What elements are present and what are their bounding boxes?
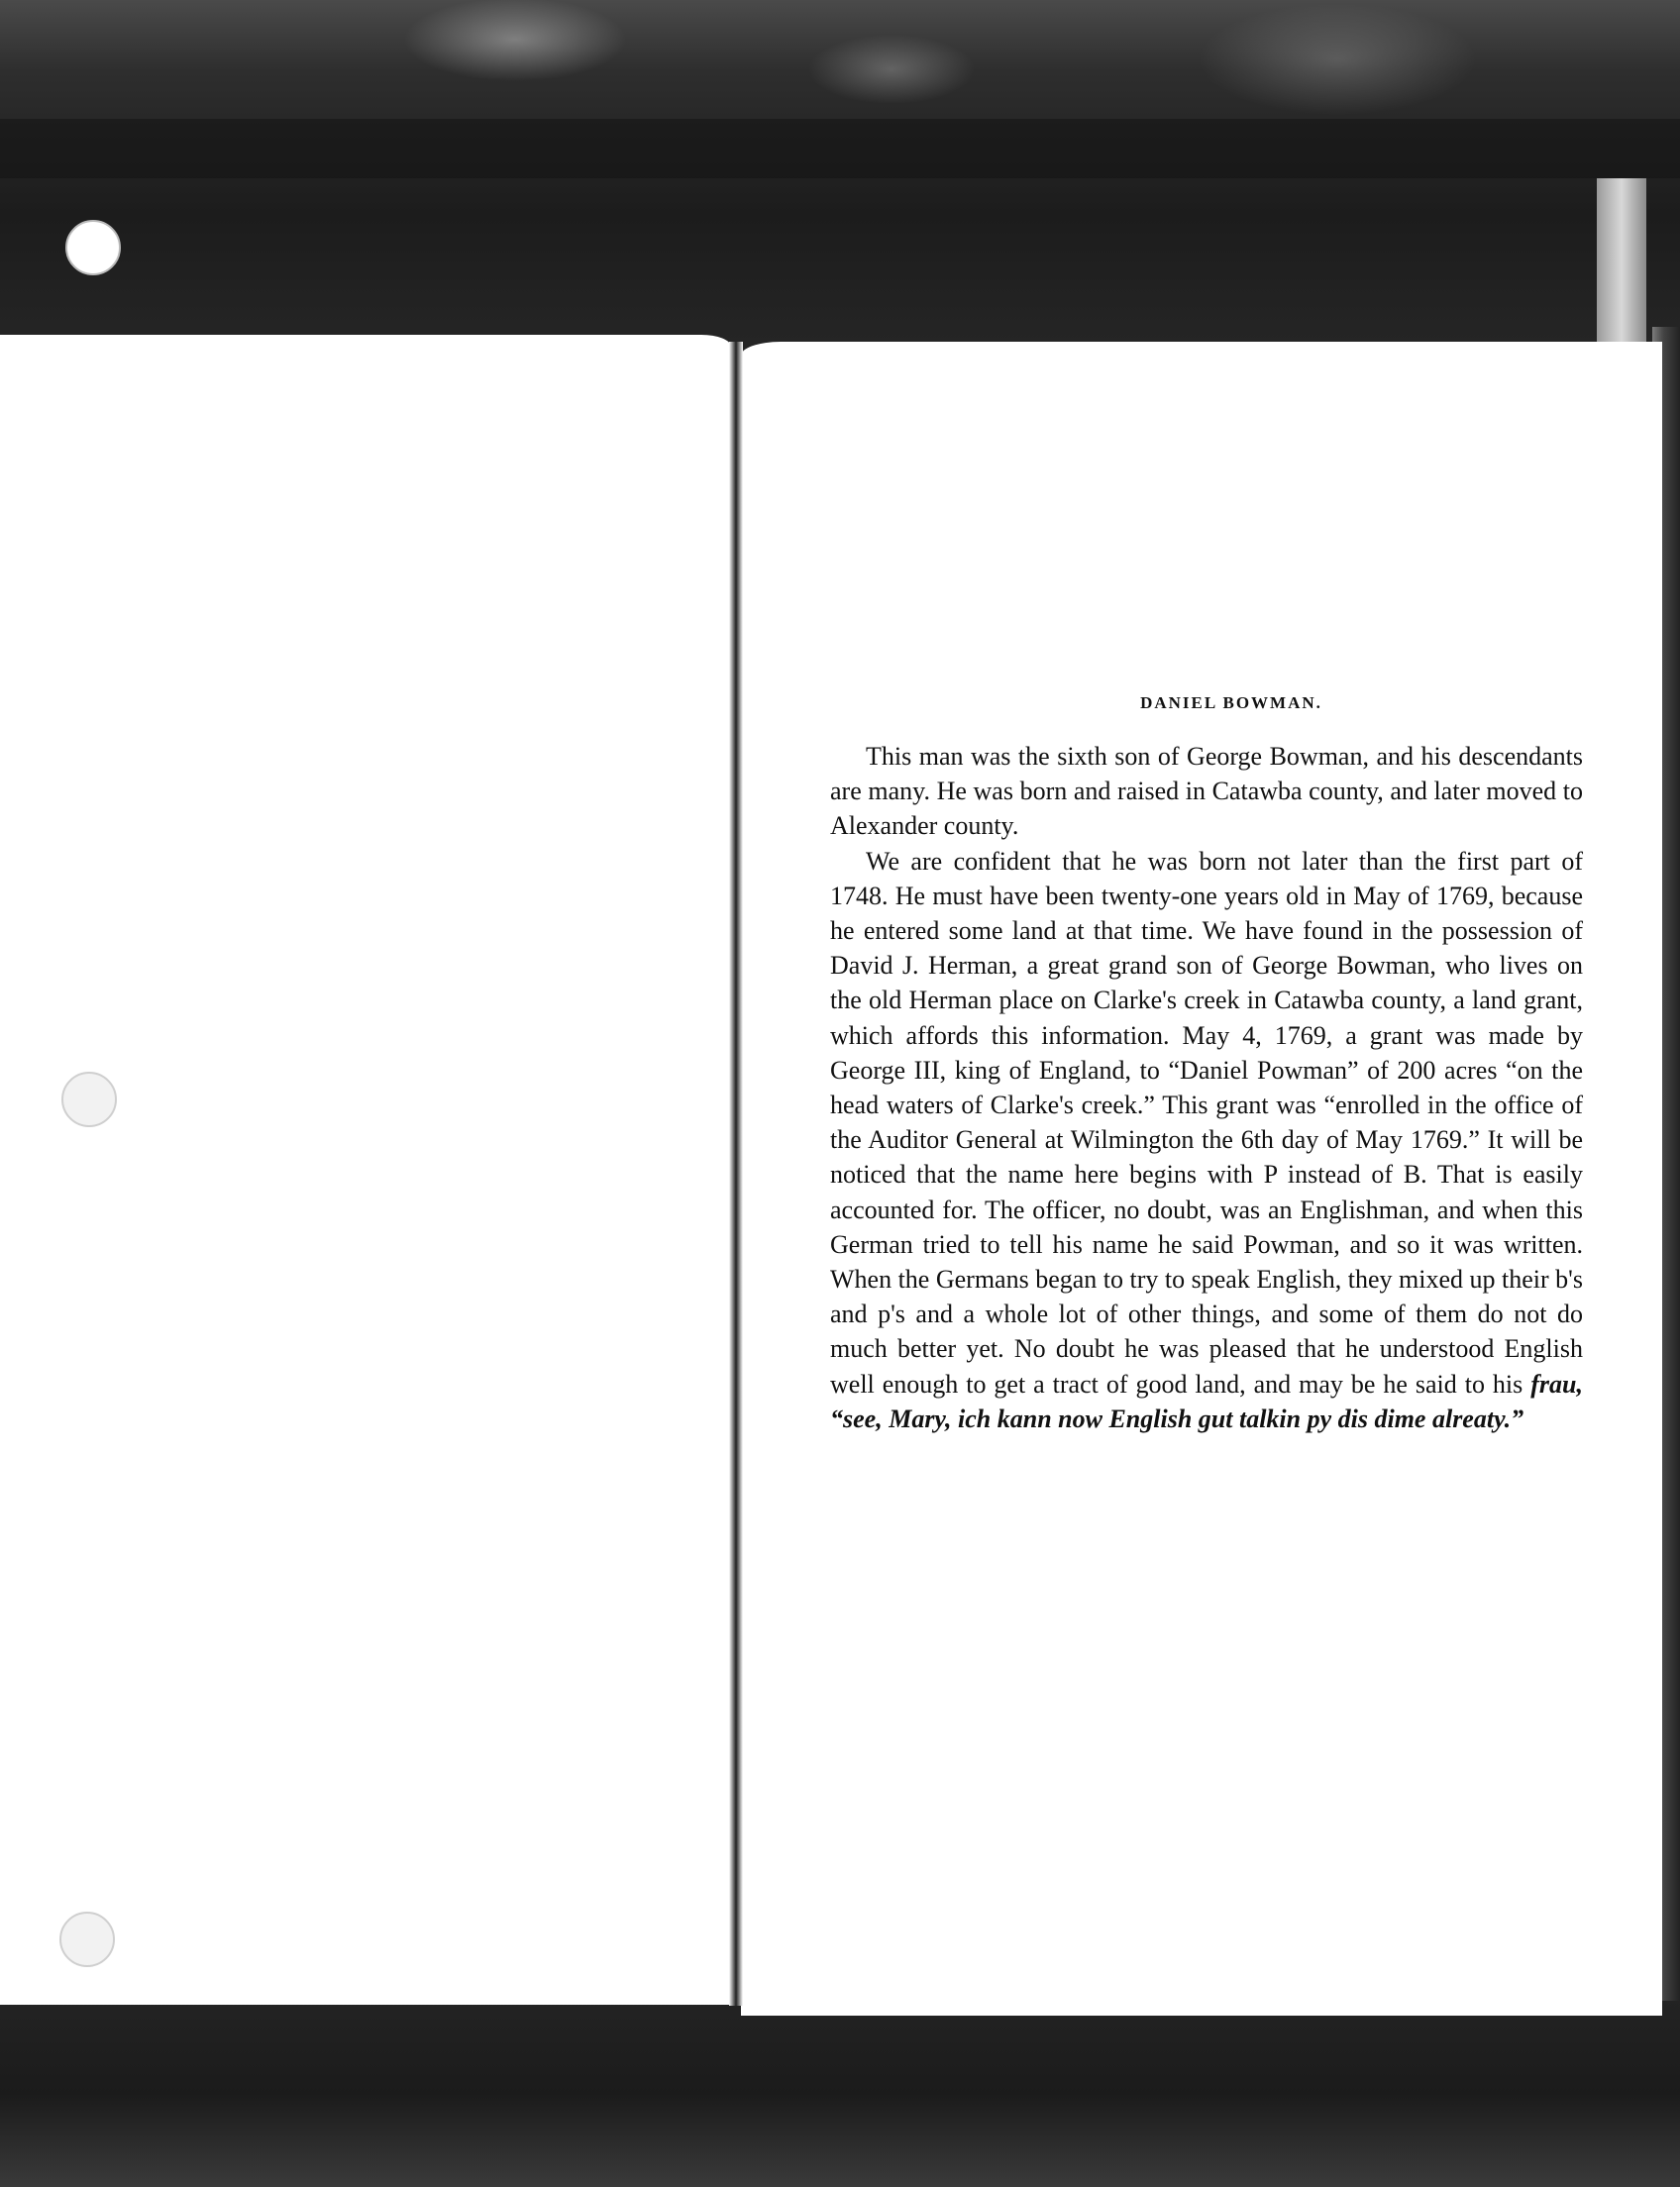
scan-background-top [0,0,1680,357]
paragraph: This man was the sixth son of George Bowman, and his descendants are many. He was born and raised in Catawba county, and later moved to Alexander county. [830,742,1583,841]
punch-hole-icon [65,220,121,275]
scan-background-strip [1597,178,1646,366]
punch-hole-icon [59,1912,115,1967]
left-page-blank [0,335,731,2005]
punch-hole-icon [61,1072,117,1127]
chapter-text [830,693,1583,1436]
chapter-heading: DANIEL BOWMAN. [1140,693,1322,712]
scan-shadow-band [0,119,1680,178]
book-gutter [729,342,743,2006]
scan-background-bottom [0,2001,1680,2187]
paragraph-text: We are confident that he was born not later than the first part of 1748. He must have been twenty-one years old in May of 1769, because he entered some land at that time. We have found in the possession of David J. Herman, a great grand son of George Bowman, who lives on the old Herman place on Clarke's creek in Catawba county, a land grant, which affords this information. May 4, 1769, a grant was made by George III, king of England, to “Daniel Powman” of 200 acres “on the head waters of Clarke's creek.” This grant was “enrolled in the office of the Auditor General at Wilmington the 6th day of May 1769.” It will be noticed that the name here begins with P instead of B. That is easily accounted for. The officer, no doubt, was an Englishman, and when this German tried to tell his name he said Powman, and so it was written. When the Germans began to try to speak English, they mixed up their b's and p's and a whole lot of other things, and some of them do not do much better yet. No doubt he was pleased that he understood English well enough to get a tract of good land, and may be he said to his [830,846,1583,1399]
paragraph [830,844,1583,1436]
italic-quote: frau, “see, Mary, ich kann now English gut talkin py dis dime alreaty.” [830,1369,1583,1433]
